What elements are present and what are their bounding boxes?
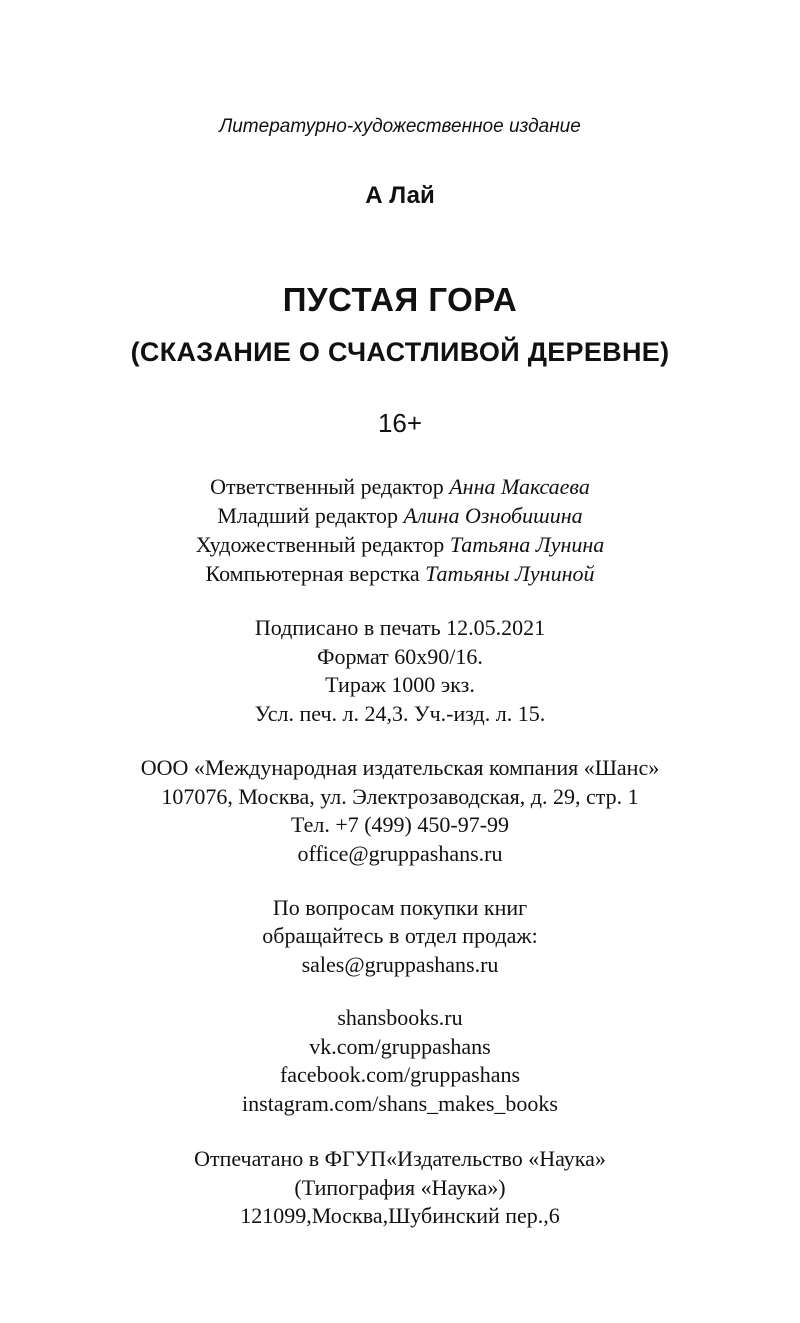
printer-address: 121099,Москва,Шубинский пер.,6 — [240, 1203, 560, 1228]
edition-type: Литературно-художественное издание — [219, 116, 581, 137]
credit-role: Ответственный редактор — [210, 474, 444, 499]
print-sheets: Усл. печ. л. 24,3. Уч.-изд. л. 15. — [254, 701, 546, 726]
publisher-address: 107076, Москва, ул. Электрозаводская, д. 29, стр. 1 — [161, 784, 639, 809]
credit-role: Компьютерная верстка — [205, 561, 420, 586]
credit-role: Младший редактор — [217, 503, 398, 528]
sales-email: sales@gruppashans.ru — [301, 952, 499, 977]
credit-line — [0, 560, 800, 588]
printer-subname: (Типография «Наука») — [294, 1175, 506, 1200]
credit-name: Анна Максаева — [449, 474, 590, 499]
print-run: Тираж 1000 экз. — [325, 672, 475, 697]
age-rating: 16+ — [377, 408, 423, 438]
print-format: Формат 60x90/16. — [317, 644, 483, 669]
credit-line — [0, 531, 800, 559]
website-link: shansbooks.ru — [337, 1005, 463, 1030]
credit-role: Художественный редактор — [195, 532, 445, 557]
credit-name: Татьяны Луниной — [425, 561, 595, 586]
credit-name: Алина Ознобишина — [403, 503, 583, 528]
sales-info-line: обращайтесь в отдел продаж: — [262, 923, 538, 948]
credit-line — [0, 473, 800, 501]
credit-name: Татьяна Лунина — [449, 532, 605, 557]
printer-name: Отпечатано в ФГУП«Издательство «Наука» — [194, 1146, 606, 1171]
publisher-name: ООО «Международная издательская компания «Шанс» — [140, 755, 660, 780]
publisher-email: office@gruppashans.ru — [297, 841, 503, 866]
print-signed-date: Подписано в печать 12.05.2021 — [254, 615, 546, 640]
credit-line — [0, 502, 800, 530]
sales-info-line: По вопросам покупки книг — [272, 895, 528, 920]
book-title: ПУСТАЯ ГОРА — [282, 281, 518, 318]
vk-link: vk.com/gruppashans — [309, 1034, 491, 1059]
instagram-link: instagram.com/shans_makes_books — [242, 1091, 558, 1116]
publisher-phone: Тел. +7 (499) 450-97-99 — [290, 812, 510, 837]
author-name: А Лай — [365, 182, 435, 209]
book-subtitle: (СКАЗАНИЕ О СЧАСТЛИВОЙ ДЕРЕВНЕ) — [130, 337, 670, 367]
facebook-link: facebook.com/gruppashans — [279, 1062, 521, 1087]
